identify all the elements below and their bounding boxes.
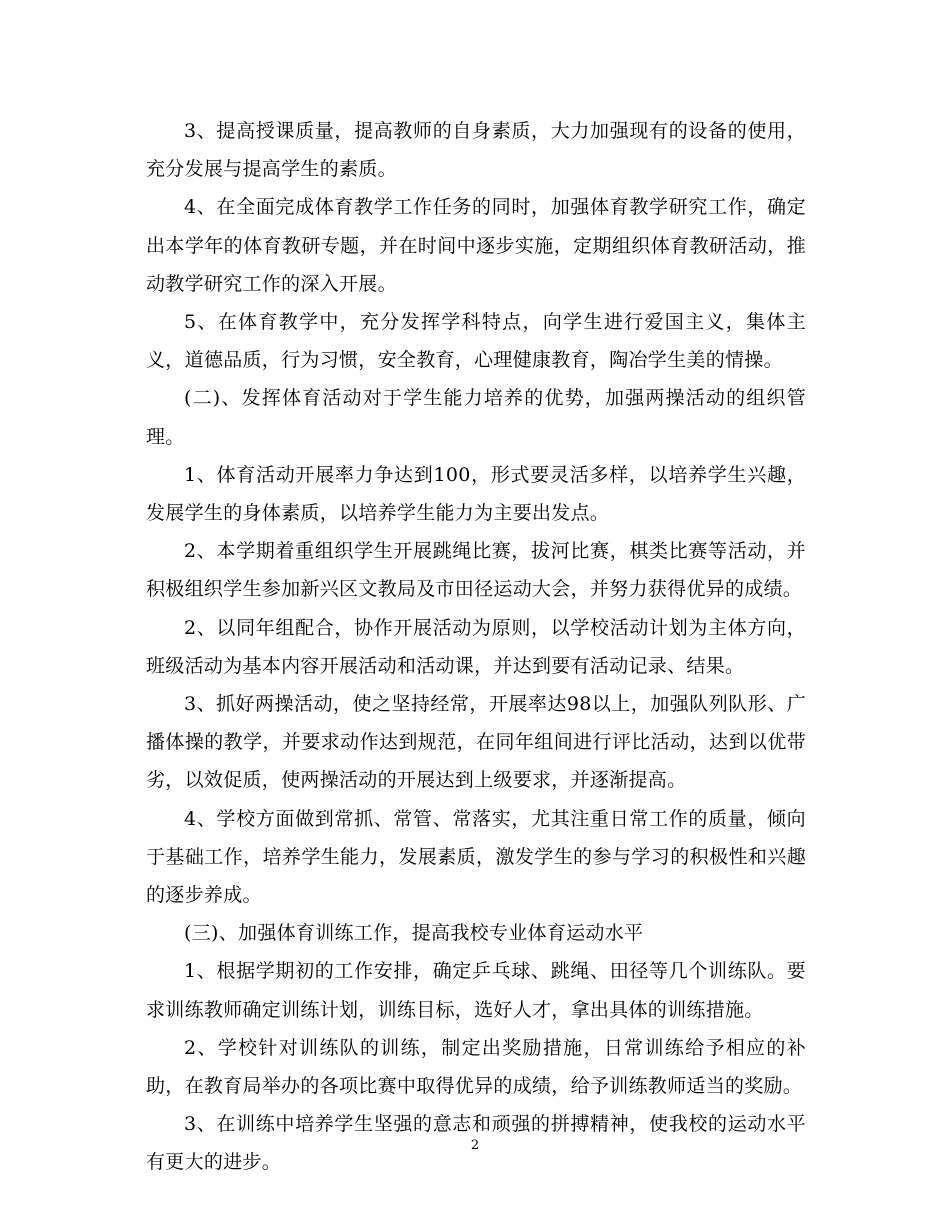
paragraph-item-3-teaching-quality: 3、提高授课质量，提高教师的自身素质，大力加强现有的设备的使用，充分发展与提高学生的素质。 (146, 120, 806, 181)
paragraph-reward-measures: 2、学校针对训练队的训练，制定出奖励措施，日常训练给予相应的补助，在教育局举办的各项比赛中取得优异的成绩，给予训练教师适当的奖励。 (146, 1036, 806, 1098)
document-body (146, 112, 806, 1182)
paragraph-item-4-teaching-research: 4、在全面完成体育教学工作任务的同时，加强体育教学研究工作，确定出本学年的体育教研专题，并在时间中逐步实施，定期组织体育教研活动，推动教学研究工作的深入开展。 (146, 196, 806, 295)
paragraph-activity-rate: 1、体育活动开展率力争达到100，形式要灵活多样，以培养学生兴趣，发展学生的身体素质，以培养学生能力为主要出发点。 (146, 463, 806, 525)
paragraph-grade-cooperation: 2、以同年组配合，协作开展活动为原则，以学校活动计划为主体方向，班级活动为基本内容开展活动和活动课，并达到要有活动记录、结果。 (146, 616, 806, 677)
page-number: 2 (470, 1138, 480, 1153)
paragraph-training-spirit: 3、在训练中培养学生坚强的意志和顽强的拼搏精神，使我校的运动水平有更大的进步。 (146, 1113, 806, 1174)
section-heading-three: (三)、加强体育训练工作，提高我校专业体育运动水平 (184, 922, 644, 945)
paragraph-competitions: 2、本学期着重组织学生开展跳绳比赛，拔河比赛，棋类比赛等活动，并积极组织学生参加新兴区文教局及市田径运动大会，并努力获得优异的成绩。 (146, 540, 806, 601)
paragraph-training-teams: 1、根据学期初的工作安排，确定乒乓球、跳绳、田径等几个训练队。要求训练教师确定训练计划，训练目标，选好人才，拿出具体的训练措施。 (146, 960, 806, 1021)
section-heading-two: (二)、发挥体育活动对于学生能力培养的优势，加强两操活动的组织管理。 (146, 387, 806, 448)
paragraph-item-5-moral-education: 5、在体育教学中，充分发挥学科特点，向学生进行爱国主义，集体主义，道德品质，行为习惯，安全教育，心理健康教育，陶冶学生美的情操。 (146, 311, 806, 372)
paragraph-two-exercises: 3、抓好两操活动，使之坚持经常，开展率达98以上，加强队列队形、广播体操的教学，并要求动作达到规范，在同年组间进行评比活动，达到以优带劣，以效促质，使两操活动的开展达到上级要求，并逐渐提高。 (146, 693, 806, 792)
paragraph-school-management: 4、学校方面做到常抓、常管、常落实，尤其注重日常工作的质量，倾向于基础工作，培养学生能力，发展素质，激发学生的参与学习的积极性和兴趣的逐步养成。 (146, 807, 806, 907)
